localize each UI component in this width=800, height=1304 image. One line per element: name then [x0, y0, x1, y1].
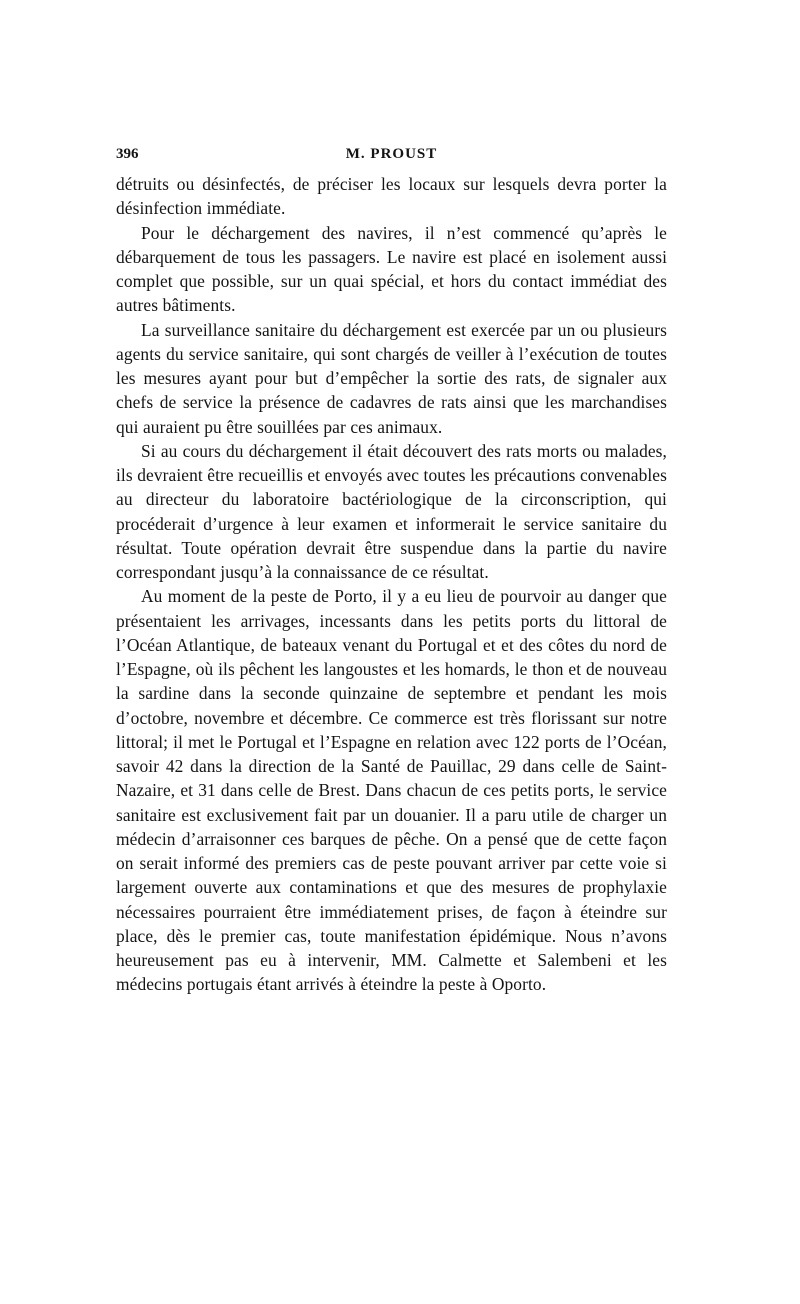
book-page [116, 146, 667, 997]
paragraph-dechargement: Pour le déchargement des navires, il n’est commencé qu’après le débarquement de tous les passagers. Le navire est placé en isolement aussi complet que possible, sur un quai spécial, et hors du contact immédiat des autres bâtiments. [116, 222, 667, 316]
paragraph-surveillance: La surveillance sanitaire du déchargement est exercée par un ou plusieurs agents du service sanitaire, qui sont chargés de veiller à l’exécution de toutes les mesures ayant pour but d’empêcher la sortie des rats, de signaler aux chefs de service la présence de cadavres de rats ainsi que les marchandises qui auraient pu être souillées par ces animaux. [116, 319, 667, 437]
running-title: M. PROUST [345, 146, 438, 162]
running-head [116, 146, 667, 172]
paragraph-peste-porto: Au moment de la peste de Porto, il y a eu lieu de pourvoir au danger que présentaient les arrivages, incessants dans les petits ports du littoral de l’Océan Atlantique, de bateaux venant du Portugal et et des côtes du nord de l’Espagne, où ils pêchent les langoustes et les homards, le thon et de nouveau la sardine dans la seconde quinzaine de septembre et pendant les mois d’octobre, novembre et décembre. Ce commerce est très florissant sur notre littoral; il met le Portugal et l’Espagne en relation avec 122 ports de l’Océan, savoir 42 dans la direction de la Santé de Pauillac, 29 dans celle de Saint-Nazaire, et 31 dans celle de Brest. Dans chacun de ces petits ports, le service sanitaire est exclusivement fait par un douanier. Il a paru utile de charger un médecin d’arraisonner ces barques de pêche. On a pensé que de cette façon on serait informé des premiers cas de peste pouvant arriver par cette voie si largement ouverte aux contaminations et que des mesures de prophylaxie nécessaires pourraient être immédiatement prises, de façon à éteindre sur place, dès le premier cas, toute manifestation épidémique. Nous n’avons heureusement pas eu à intervenir, MM. Calmette et Salembeni et les médecins portugais étant arrivés à éteindre la peste à Oporto. [116, 586, 667, 995]
body-text [116, 172, 667, 997]
paragraph-continuation: détruits ou désinfectés, de préciser les locaux sur lesquels devra porter la désinfection immédiate. [116, 174, 667, 219]
page-number: 396 [116, 146, 139, 162]
paragraph-rats-morts: Si au cours du déchargement il était découvert des rats morts ou malades, ils devraient être recueillis et envoyés avec toutes les précautions convenables au directeur du laboratoire bactériologique de la circonscription, qui procéderait d’urgence à leur examen et informerait le service sanitaire du résultat. Toute opération devrait être suspendue dans la partie du navire correspondant jusqu’à la connaissance de ce résultat. [116, 440, 667, 582]
